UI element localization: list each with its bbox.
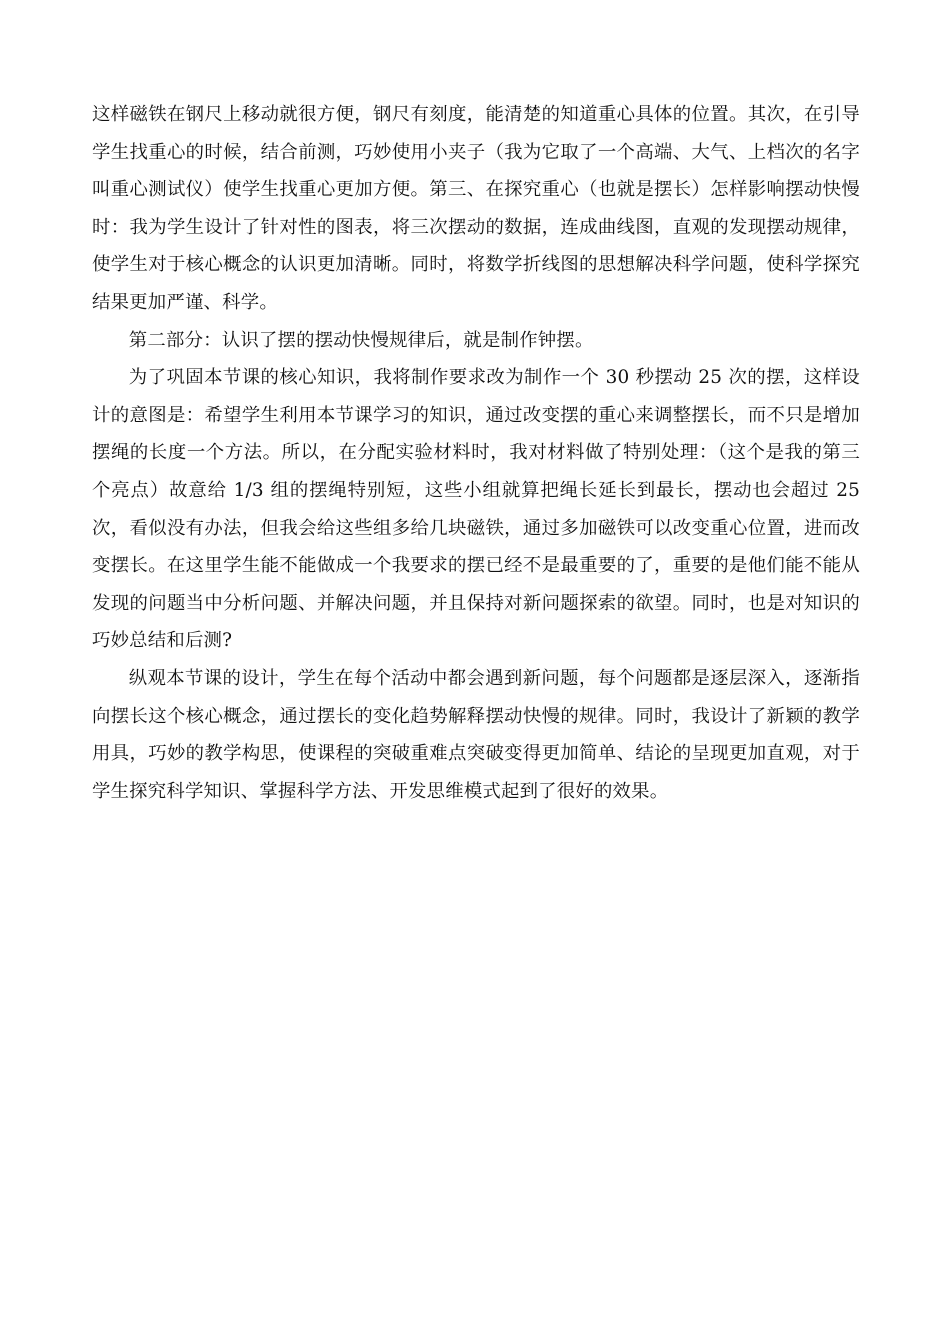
paragraph-part-two-heading: 第二部分：认识了摆的摆动快慢规律后，就是制作钟摆。: [128, 329, 594, 351]
paragraph-continuation: 这样磁铁在钢尺上移动就很方便，钢尺有刻度，能清楚的知道重心具体的位置。其次，在引导学生找重心的时候，结合前测，巧妙使用小夹子（我为它取了一个高端、大气、上档次的名字叫重心测试仪）使学生找重心更加方便。第三、在探究重心（也就是摆长）怎样影响摆动快慢时：我为学生设计了针对性的图表，将三次摆动的数据，连成曲线图，直观的发现摆动规律，使学生对于核心概念的认识更加清晰。同时，将数学折线图的思想解决科学问题，使科学探究结果更加严谨、科学。: [92, 104, 860, 313]
paragraph-pendulum-making: 为了巩固本节课的核心知识，我将制作要求改为制作一个 30 秒摆动 25 次的摆，这样设计的意图是：希望学生利用本节课学习的知识，通过改变摆的重心来调整摆长，而不只是增加摆绳的长度一个方法。所以，在分配实验材料时，我对材料做了特别处理：（这个是我的第三个亮点）故意给 1/3 组的摆绳特别短，这些小组就算把绳长延长到最长，摆动也会超过 25 次，看似没有办法，但我会给这些组多给几块磁铁，通过多加磁铁可以改变重心位置，进而改变摆长。在这里学生能不能做成一个我要求的摆已经不是最重要的了，重要的是他们能不能从发现的问题当中分析问题、并解决问题，并且保持对新问题探索的欲望。同时，也是对知识的巧妙总结和后测?: [92, 367, 860, 652]
document-body: [92, 96, 860, 810]
paragraph-summary: 纵观本节课的设计，学生在每个活动中都会遇到新问题，每个问题都是逐层深入，逐渐指向摆长这个核心概念，通过摆长的变化趋势解释摆动快慢的规律。同时，我设计了新颖的教学用具，巧妙的教学构思，使课程的突破重难点突破变得更加简单、结论的呈现更加直观，对于学生探究科学知识、掌握科学方法、开发思维模式起到了很好的效果。: [92, 667, 860, 802]
